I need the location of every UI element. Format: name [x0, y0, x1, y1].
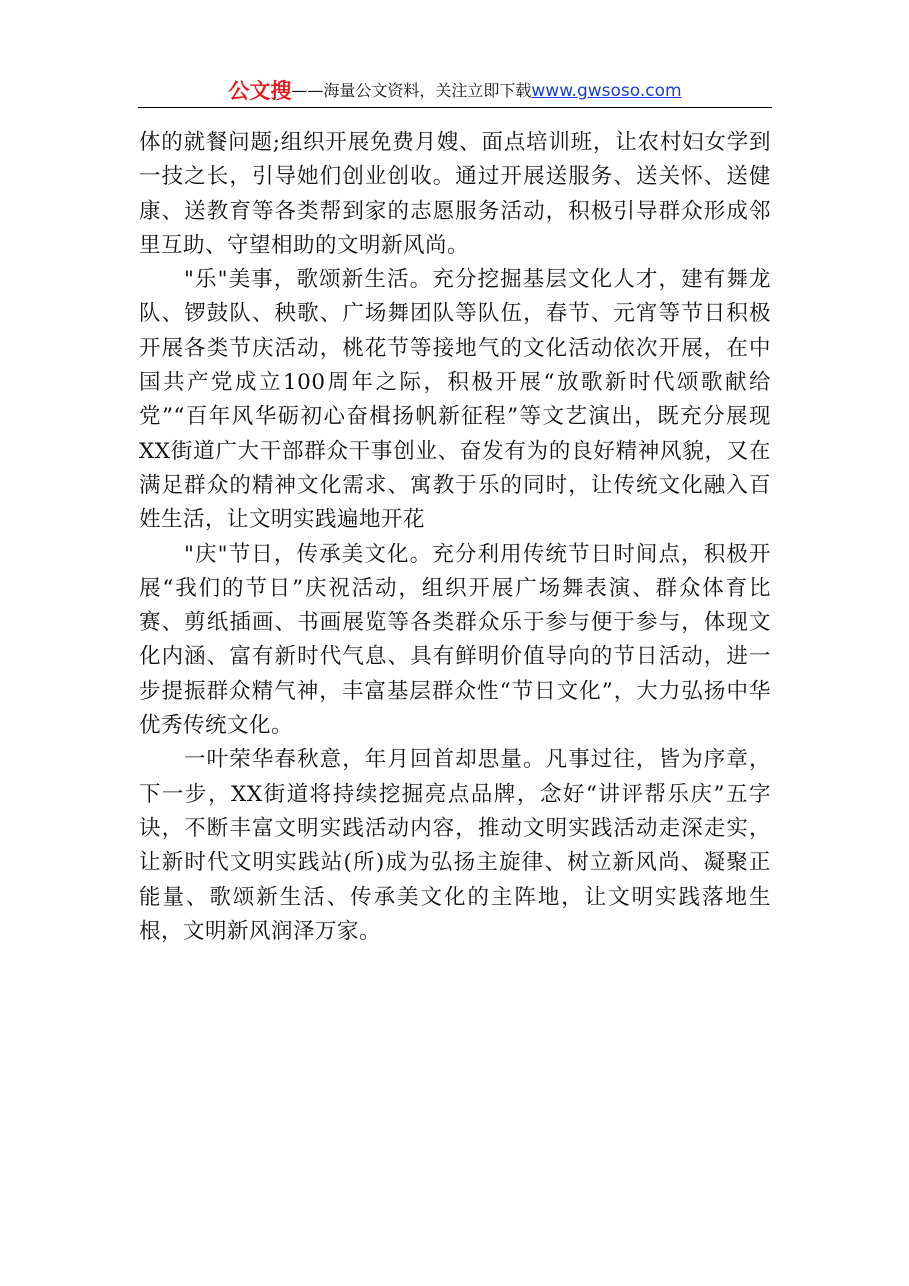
paragraph-3: "庆"节日，传承美文化。充分利用传统节日时间点，积极开展“我们的节日”庆祝活动，组织开展广场舞表演、群众体育比赛、剪纸插画、书画展览等各类群众乐于参与便于参与，体现文化内涵、富有新时代气息、具有鲜明价值导向的节日活动，进一步提振群众精气神，丰富基层群众性“节日文化”，大力弘扬中华优秀传统文化。: [139, 541, 771, 739]
website-link[interactable]: www.gwsoso.com: [531, 81, 682, 101]
brand-logo-text[interactable]: 公文搜: [228, 79, 292, 103]
header-tagline: ——海量公文资料，关注立即下载: [291, 81, 532, 100]
paragraph-2: "乐"美事，歌颂新生活。充分挖掘基层文化人才，建有舞龙队、锣鼓队、秧歌、广场舞团队等队伍，春节、元宵等节日积极开展各类节庆活动，桃花节等接地气的文化活动依次开展，在中国共产党成立100周年之际，积极开展“放歌新时代颂歌献给党”“百年风华砺初心奋楫扬帆新征程”等文艺演出，既充分展现XX街道广大干部群众干事创业、奋发有为的良好精神风貌，又在满足群众的精神文化需求、寓教于乐的同时，让传统文化融入百姓生活，让文明实践遍地开花: [139, 267, 771, 533]
document-body: [139, 126, 771, 949]
paragraph-4: 一叶荣华春秋意，年月回首却思量。凡事过往，皆为序章，下一步，XX街道将持续挖掘亮点品牌，念好“讲评帮乐庆”五字诀，不断丰富文明实践活动内容，推动文明实践活动走深走实，让新时代文明实践站(所)成为弘扬主旋律、树立新风尚、凝聚正能量、歌颂新生活、传承美文化的主阵地，让文明实践落地生根，文明新风润泽万家。: [139, 747, 771, 944]
paragraph-1: 体的就餐问题;组织开展免费月嫂、面点培训班，让农村妇女学到一技之长，引导她们创业创收。通过开展送服务、送关怀、送健康、送教育等各类帮到家的志愿服务活动，积极引导群众形成邻里互助、守望相助的文明新风尚。: [139, 130, 771, 258]
page-header: [138, 78, 772, 108]
